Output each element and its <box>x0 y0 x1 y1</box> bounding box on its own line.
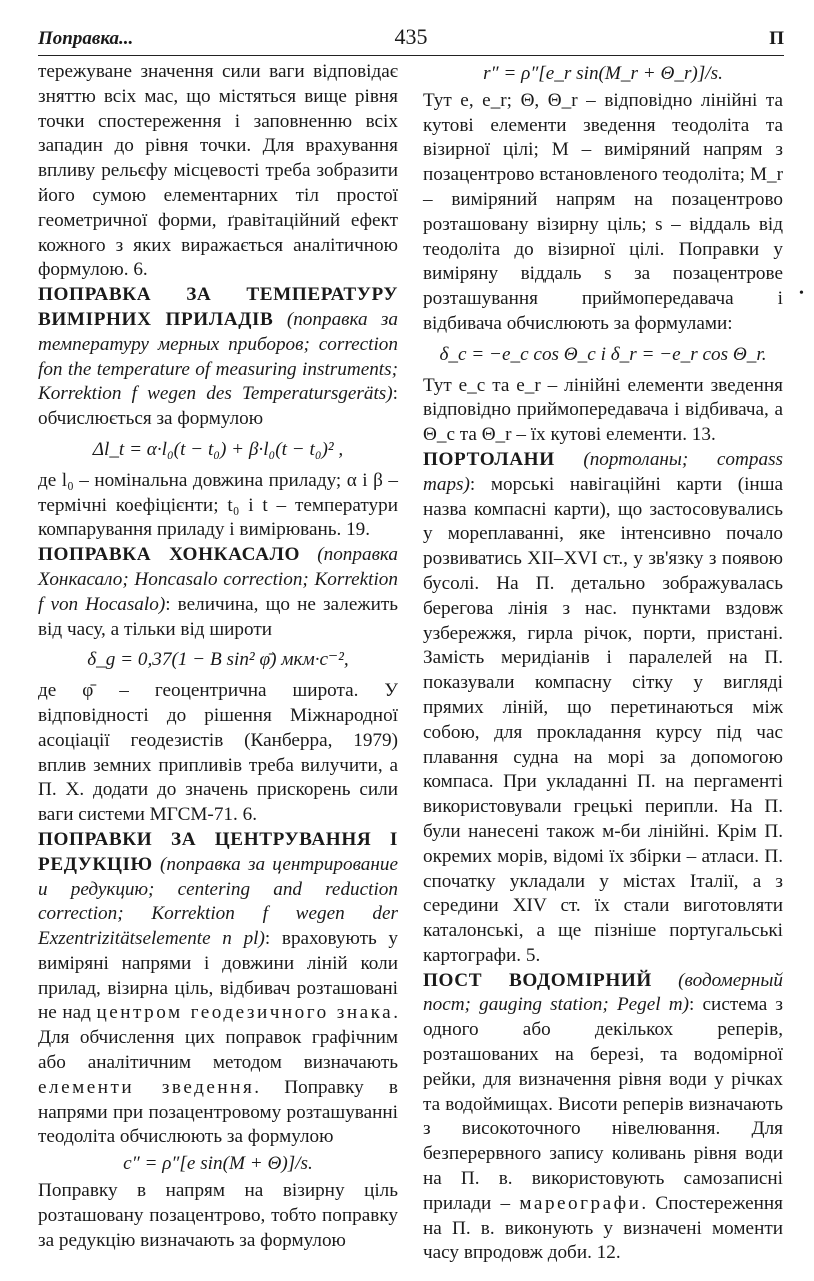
definition: : обчислюється за формулою <box>38 383 398 430</box>
definition: : враховують у виміряні напрями і довжини ліній коли прилад, візирна ціль, відбивач розташовані не над <box>38 928 398 1024</box>
entry-gauging-station <box>423 969 783 1267</box>
headword: ПОРТОЛАНИ <box>423 448 555 470</box>
entry-continuation <box>38 60 398 283</box>
paragraph: де l₀ – номінальна довжина приладу; α і β – термічні коефіцієнти; t₀ і t – температури компарування приладу і вимірювань. 19. <box>38 469 398 541</box>
headword: ПОПРАВКА ЗА ТЕМПЕРАТУРУ ВИМІРНИХ ПРИЛАДІВ <box>38 284 398 330</box>
formula: Δl_t = α·l₀(t − t₀) + β·l₀(t − t₀)² , <box>92 438 344 460</box>
translations: (поправка за центрирование и редукцию; centering and reduction correction; Korrektion f wegen der Exzentrizitätselemente n pl) <box>38 853 399 950</box>
translations: (портоланы; compass maps) <box>423 448 783 495</box>
entry-honkasalo-correction <box>38 543 398 642</box>
paragraph: Тут e_c та e_r – лінійні елементи зведення відповідно приймопередавача і відбивача, а Θ_c та Θ_r – їх кутові елементи. 13. <box>423 374 783 446</box>
definition: : морські навігаційні карти (інша назва компасні карти), що застосовувались у мореплаванні, яке інтенсивно почало розвиватись XII–XVI ст., у зв'язку з появою бусолі. На П. детально зображувалась берегова лінія з нас. пунктами вздовж узбережжя, гирла річок, порти, пристані. Замість меридіанів і паралелей на П. показували компасну сітку у вигляді прямих ліній, що перетинаються між собою, для прокладання курсу під час плавання судна на морі за допомогою компаса. При укладанні П. на пергаменті використовували грецькі перипли. На П. були нанесені також м-би лінійні. Крім П. окремих морів, відомі їх збірки – атласи. П. спочатку укладали у містах Італії, а з середини XIV ст. їх стали виготовляти каталонські, а ще пізніше португальські картографи. 5. <box>423 473 783 966</box>
right-column <box>423 60 783 1266</box>
paragraph: Поправку в напрям на візирну ціль розташовану позацентрово, тобто поправку за редукцію визначають за формулою <box>38 1180 398 1251</box>
definition: . Спостереження на П. в. виконують у визначені моменти часу впродовж доби. 12. <box>423 1192 783 1264</box>
translations: (водомерный пост; gauging station; Pegel m) <box>423 969 784 1016</box>
page-number: 435 <box>394 24 428 49</box>
translations: (поправка за температуру мерных приборов; correction fon the temperature of measuring instruments; Korrektion f wegen des Temperatursgeräts) <box>38 308 399 405</box>
header-rule <box>38 55 784 56</box>
formula: δ_c = −e_c cos Θ_c і δ_r = −e_r cos Θ_r. <box>439 343 767 365</box>
page-header <box>38 22 784 54</box>
margin-dot: • <box>799 286 804 301</box>
definition: . Для обчислення цих поправок графічним або аналітичним методом визначають <box>38 1002 398 1074</box>
formula: c″ = ρ″[e sin(M + Θ)]/s. <box>123 1153 313 1175</box>
running-head: Поправка... <box>38 28 134 49</box>
translations: (поправка Хонкасало; Honcasalo correction; Korrektion f von Hocasalo) <box>38 544 398 615</box>
definition: : система з одного або декількох реперів, розташованих на березі, та водомірної рейки, для визначення рівня води у річках та водоймищах. Висоти реперів визначають з високоточного нівелювання. Для безперервного запису коливань рівня води на П. в. використовують самозаписні прилади – <box>423 994 784 1214</box>
headword: ПОПРАВКИ ЗА ЦЕНТРУВАННЯ І РЕДУКЦІЮ <box>38 828 398 875</box>
entry-centering-reduction <box>38 828 398 1150</box>
definition: . Поправку в напрями при позацентровому розташуванні теодоліта обчислюють за формулою <box>38 1076 398 1148</box>
left-column <box>38 60 398 1253</box>
paragraph-text: тережуване значення сили ваги відповідає зняттю всіх мас, що містяться вище рівня точки спостереження і заповненню всіх западин до рівня точки. Для врахування впливу рельєфу місцевості треба зобразити його сумою елементарних тіл простої геометричної форми, ґравітаційний ефект кожного з яких виражається аналітичною формулою. 6. <box>38 61 398 281</box>
entry-temperature-correction <box>38 283 398 432</box>
formula: r″ = ρ″[e_r sin(M_r + Θ_r)]/s. <box>483 63 723 84</box>
section-letter: П <box>769 28 784 49</box>
paragraph: Тут e, e_r; Θ, Θ_r – відповідно лінійні та кутові елементи зведення теодоліта та візирної цілі; M – виміряний напрям з позацентрово встановленого теодоліта; M_r – виміряний напрям на позацентрово розташовану візирну ціль; s – віддаль від теодоліта до візирної цілі. Поправки у виміряну віддаль s за позацентрове розташування приймопередавача і відбивача обчислюють за формулами: <box>423 89 783 334</box>
spaced-term: центром геодезичного знака <box>96 1002 394 1024</box>
entry-portolans <box>423 448 783 969</box>
spaced-term: мареографи <box>519 1192 642 1214</box>
paragraph: де φ̄ – геоцентрична широта. У відповідності до рішення Міжнародної асоціації геодезистів (Канберра, 1979) вплив земних припливів треба вилучити, а П. Х. додати до значень прискорень сили ваги системи МГСМ-71. 6. <box>38 680 398 826</box>
definition: : величина, що не залежить від часу, а тільки від широти <box>38 593 398 640</box>
headword: ПОПРАВКА ХОНКАСАЛО <box>38 544 300 566</box>
spaced-term: елементи зведення <box>38 1076 255 1098</box>
formula: δ_g = 0,37(1 − B sin² φ̄) мкм·с⁻², <box>87 649 349 671</box>
headword: ПОСТ ВОДОМІРНИЙ <box>423 969 652 991</box>
